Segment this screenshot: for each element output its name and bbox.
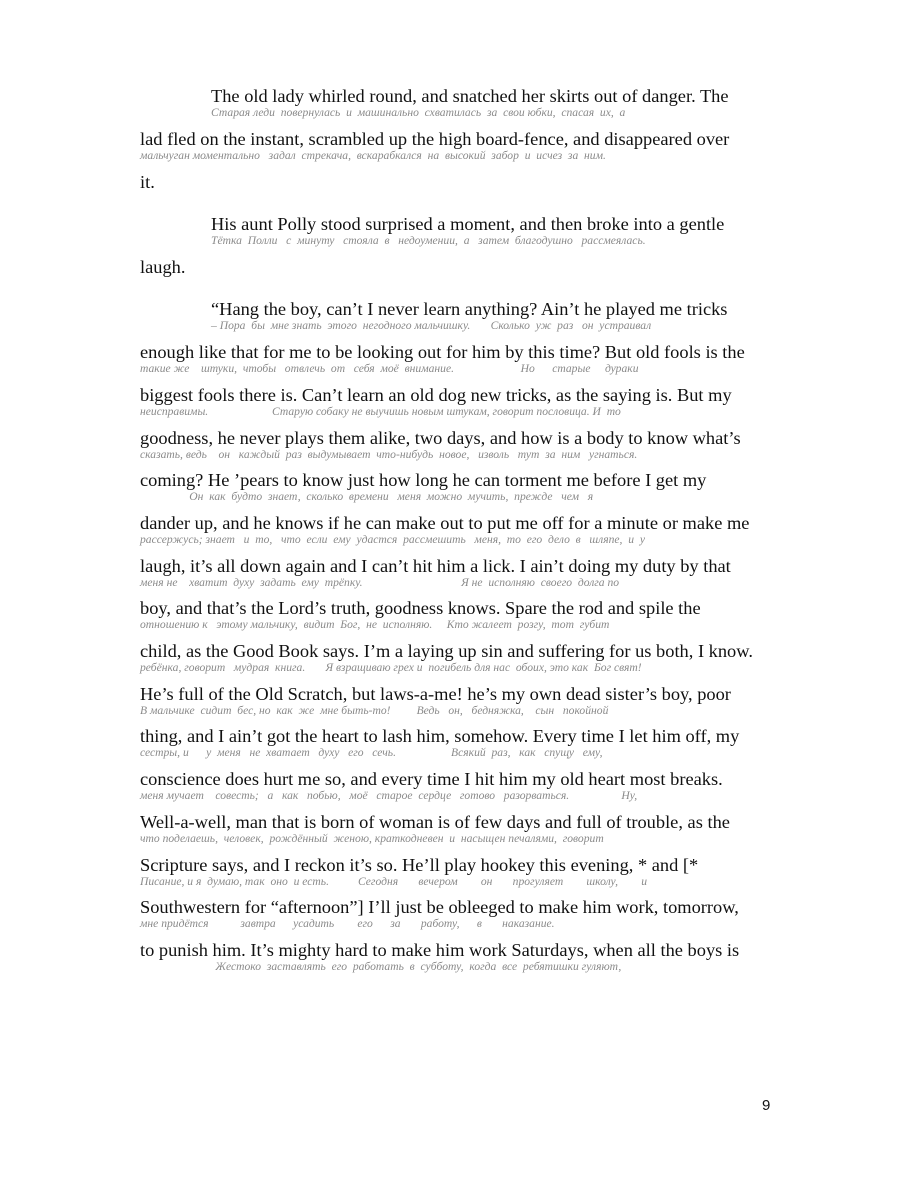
english-text: Southwestern for “afternoon”] I’ll just be obleeged to make him work, tomorrow, xyxy=(140,897,739,917)
russian-translation: В мальчике сидит бес, но как же мне быть-то! Ведь он, бедняжка, сын покойной xyxy=(140,704,609,717)
english-text: laugh. xyxy=(140,257,186,277)
english-text: thing, and I ain’t got the heart to lash him, somehow. Every time I let him off, my xyxy=(140,726,740,746)
text-line xyxy=(140,726,739,759)
english-text: lad fled on the instant, scrambled up the high board-fence, and disappeared over xyxy=(140,129,730,149)
english-text: goodness, he never plays them alike, two days, and how is a body to know what’s xyxy=(140,428,741,448)
english-text: conscience does hurt me so, and every time I hit him my old heart most breaks. xyxy=(140,769,723,789)
russian-translation: Он как будто знает, сколько времени меня можно мучить, прежде чем я xyxy=(140,490,594,503)
russian-translation: сказать, ведь он каждый раз выдумывает что-нибудь новое, изволь тут за ним угнаться. xyxy=(140,448,638,461)
page-number: 9 xyxy=(762,1097,771,1114)
text-line xyxy=(140,385,732,418)
russian-translation: неисправимы. Старую собаку не выучишь новым штукам, говорит пословица. И то xyxy=(140,405,621,418)
english-text: Scripture says, and I reckon it’s so. He’ll play hookey this evening, * and [* xyxy=(140,855,699,875)
text-line xyxy=(140,855,698,888)
text-line xyxy=(140,940,739,973)
english-text: coming? He ’pears to know just how long he can torment me before I get my xyxy=(140,470,707,490)
english-text: His aunt Polly stood surprised a moment, and then broke into a gentle xyxy=(211,214,725,234)
russian-translation: Жестоко заставлять его работать в субботу, когда все ребятишки гуляют, xyxy=(140,960,622,973)
english-text: child, as the Good Book says. I’m a laying up sin and suffering for us both, I know. xyxy=(140,641,753,661)
english-text: “Hang the boy, can’t I never learn anything? Ain’t he played me tricks xyxy=(211,299,728,319)
russian-translation: отношению к этому мальчику, видит Бог, не исполняю. Кто жалеет розгу, тот губит xyxy=(140,618,610,631)
russian-translation: рассержусь; знает и то, что если ему удастся рассмешить меня, то его дело в шляпе, и у xyxy=(140,533,645,546)
english-text: dander up, and he knows if he can make out to put me off for a minute or make me xyxy=(140,513,750,533)
russian-translation: что поделаешь, человек, рождённый женою, краткодневен и насыщен печалями, говорит xyxy=(140,832,604,845)
russian-translation: сестры, и у меня не хватает духу его сечь. Всякий раз, как спущу ему, xyxy=(140,746,603,759)
english-text: to punish him. It’s mighty hard to make him work Saturdays, when all the boys is xyxy=(140,940,740,960)
english-text: it. xyxy=(140,172,155,192)
english-text: biggest fools there is. Can’t learn an old dog new tricks, as the saying is. But my xyxy=(140,385,732,405)
english-text: Well-a-well, man that is born of woman is of few days and full of trouble, as the xyxy=(140,812,730,832)
russian-translation: мне придётся завтра усадить его за работу, в наказание. xyxy=(140,917,555,930)
text-line xyxy=(140,641,753,674)
text-line xyxy=(140,513,749,546)
text-line xyxy=(211,86,729,119)
russian-translation: мальчуган моментально задал стрекача, вскарабкался на высокий забор и исчез за ним. xyxy=(140,149,606,162)
text-line xyxy=(140,470,706,503)
text-line xyxy=(140,812,730,845)
text-line xyxy=(211,299,727,332)
text-line xyxy=(140,769,723,802)
russian-translation: Старая леди повернулась и машинально схватилась за свои юбки, спасая их, а xyxy=(211,106,626,119)
english-text: He’s full of the Old Scratch, but laws-a-me! he’s my own dead sister’s boy, poor xyxy=(140,684,731,704)
russian-translation: Писание, и я думаю, так оно и есть. Сегодня вечером он прогуляет школу, и xyxy=(140,875,647,888)
russian-translation: – Пора бы мне знать этого негодного мальчишку. Сколько уж раз он устраивал xyxy=(211,319,652,332)
english-text: laugh, it’s all down again and I can’t hit him a lick. I ain’t doing my duty by that xyxy=(140,556,731,576)
text-line xyxy=(140,428,741,461)
text-line xyxy=(140,257,185,277)
russian-translation: Тётка Полли с минуту стояла в недоумении, а затем благодушно рассмеялась. xyxy=(211,234,646,247)
russian-translation: меня мучает совесть; а как побью, моё старое сердце готово разорваться. Ну, xyxy=(140,789,638,802)
english-text: The old lady whirled round, and snatched her skirts out of danger. The xyxy=(211,86,729,106)
text-line xyxy=(140,897,739,930)
english-text: enough like that for me to be looking out for him by this time? But old fools is the xyxy=(140,342,745,362)
text-line xyxy=(140,129,729,162)
russian-translation: меня не хватит духу задать ему трёпку. Я не исполняю своего долга по xyxy=(140,576,620,589)
text-line xyxy=(211,214,724,247)
text-line xyxy=(140,342,745,375)
text-line xyxy=(140,684,731,717)
russian-translation: такие же штуки, чтобы отвлечь от себя моё внимание. Но старые дураки xyxy=(140,362,639,375)
text-line xyxy=(140,556,731,589)
text-line xyxy=(140,598,701,631)
russian-translation: ребёнка, говорит мудрая книга. Я взращиваю грех и погибель для нас обоих, это как Бог свят! xyxy=(140,661,642,674)
text-line xyxy=(140,172,155,192)
english-text: boy, and that’s the Lord’s truth, goodness knows. Spare the rod and spile the xyxy=(140,598,701,618)
